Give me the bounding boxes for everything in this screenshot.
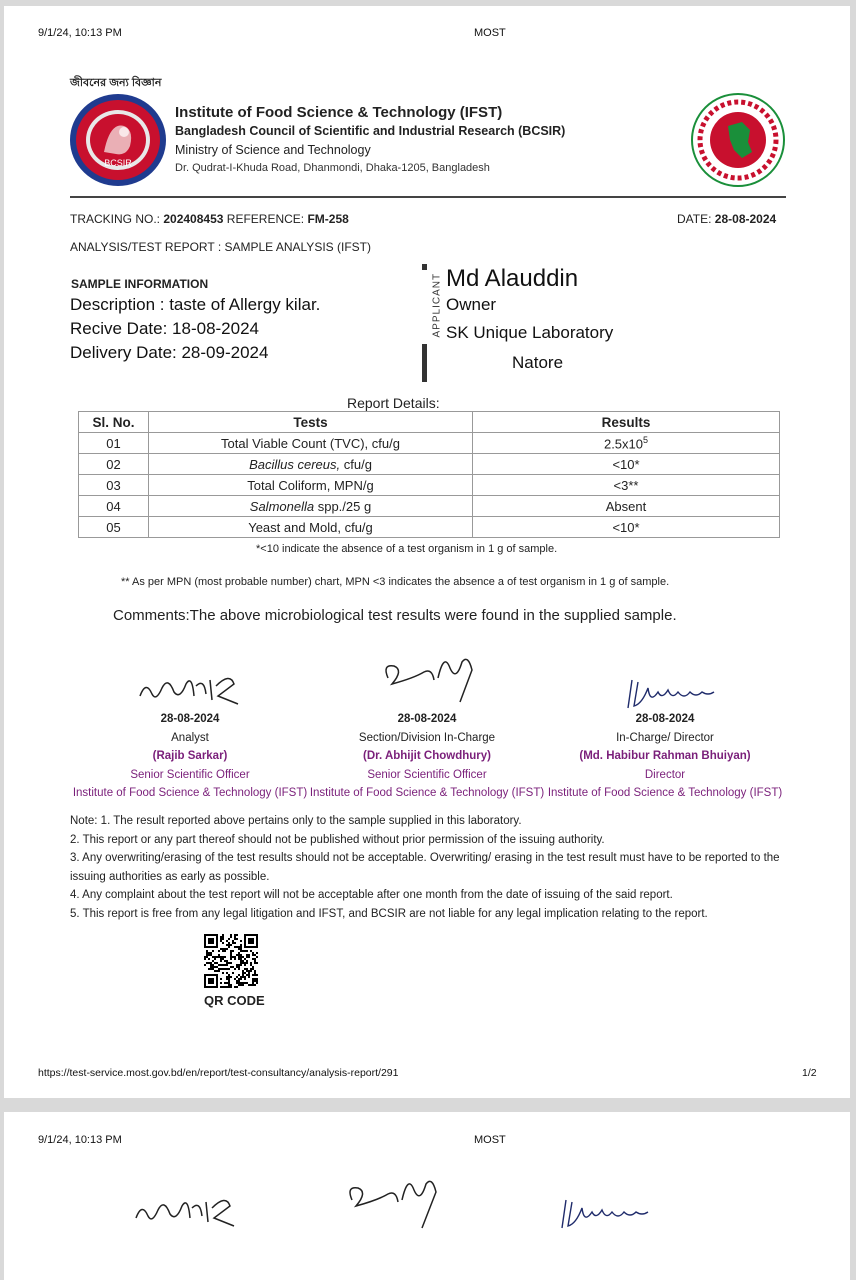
page-number: 1/2 <box>802 1067 817 1079</box>
sample-info-heading: SAMPLE INFORMATION <box>71 277 209 291</box>
print-site-title: MOST <box>474 27 506 39</box>
comments: Comments:The above microbiological test results were found in the supplied sample. <box>113 607 677 624</box>
applicant-organization: SK Unique Laboratory <box>446 323 614 342</box>
table-row <box>79 517 780 538</box>
print-datetime-page2: 9/1/24, 10:13 PM <box>38 1134 122 1146</box>
print-datetime: 9/1/24, 10:13 PM <box>38 27 122 39</box>
report-page-2 <box>4 1112 850 1280</box>
report-page-1 <box>4 6 850 1098</box>
logo-text: BCSIR <box>104 158 132 168</box>
council-name: Bangladesh Council of Scientific and Industrial Research (BCSIR) <box>175 124 566 138</box>
government-seal <box>690 92 786 188</box>
cell-test: Total Coliform, MPN/g <box>149 475 473 496</box>
table-header-row <box>79 412 780 433</box>
cell-result: $2.5x10^5$ <box>473 433 780 454</box>
bangla-motto: জীবনের জন্য বিজ্ঞান <box>70 77 162 89</box>
analyst-signature-page2 <box>130 1188 240 1232</box>
cell-result: <10* <box>473 454 780 475</box>
applicant-name: Md Alauddin <box>446 265 579 292</box>
table-row <box>79 433 780 454</box>
cell-sl: 02 <box>79 454 149 475</box>
note-item: 3. Any overwriting/erasing of the test results should not be acceptable. Overwriting/ erasing in the test result must have to be reported to the issuing authorities as early as possible. <box>70 852 780 883</box>
signatory-director: 28-08-2024 In-Charge/ Director (Md. Habibur Rahman Bhuiyan) Director Institute of Food Science & Technology (IFST) <box>547 713 783 799</box>
director-signature <box>618 674 718 710</box>
cell-sl: 01 <box>79 433 149 454</box>
results-table <box>78 411 780 538</box>
table-row <box>79 454 780 475</box>
cell-result: Absent <box>473 496 780 517</box>
division-incharge-signature-page2 <box>338 1170 448 1230</box>
cell-sl: 04 <box>79 496 149 517</box>
footnote-single-star: *<10 indicate the absence of a test organism in 1 g of sample. <box>256 543 558 555</box>
sample-receive-date: Recive Date: 18-08-2024 <box>70 319 260 338</box>
institute-name: Institute of Food Science & Technology (IFST) <box>175 104 503 121</box>
report-details-title: Report Details: <box>347 395 440 411</box>
applicant-role: Owner <box>446 295 497 314</box>
tracking-line: TRACKING NO.: 202408453 REFERENCE: FM-258 <box>70 212 349 226</box>
cell-result: <3** <box>473 475 780 496</box>
cell-result: <10* <box>473 517 780 538</box>
cell-test: Total Viable Count (TVC), cfu/g <box>149 433 473 454</box>
table-row <box>79 496 780 517</box>
division-incharge-signature <box>374 648 484 704</box>
cell-test: Bacillus cereus, cfu/g <box>149 454 473 475</box>
ministry-name: Ministry of Science and Technology <box>175 143 371 157</box>
col-header-results: Results <box>473 412 780 433</box>
note-item: 5. This report is free from any legal litigation and IFST, and BCSIR are not liable for any legal implication relating to the report. <box>70 907 708 920</box>
header-divider <box>70 196 786 198</box>
qr-code-icon[interactable] <box>204 934 258 988</box>
signatory-division-incharge: 28-08-2024 Section/Division In-Charge (Dr. Abhijit Chowdhury) Senior Scientific Officer Institute of Food Science & Technology (IFST) <box>309 713 545 799</box>
report-notes <box>70 812 790 923</box>
bcsir-logo <box>68 92 168 188</box>
print-site-title-page2: MOST <box>474 1134 506 1146</box>
col-header-tests: Tests <box>149 412 473 433</box>
signatory-analyst: 28-08-2024 Analyst (Rajib Sarkar) Senior Scientific Officer Institute of Food Science & Technology (IFST) <box>72 713 308 799</box>
col-header-sl: Sl. No. <box>79 412 149 433</box>
applicant-bar-bottom <box>422 344 427 382</box>
note-item: Note: 1. The result reported above pertains only to the sample supplied in this laboratory. <box>70 815 522 827</box>
director-signature-page2 <box>552 1194 652 1230</box>
cell-test: Yeast and Mold, cfu/g <box>149 517 473 538</box>
applicant-label: APPLICANT <box>431 272 443 338</box>
note-item: 2. This report or any part thereof should not be published without prior permission of the issuing authority. <box>70 833 605 846</box>
analyst-signature <box>134 666 244 710</box>
report-type: ANALYSIS/TEST REPORT : SAMPLE ANALYSIS (IFST) <box>70 240 371 254</box>
footnote-double-star: ** As per MPN (most probable number) chart, MPN <3 indicates the absence a of test organism in 1 g of sample. <box>121 576 670 588</box>
table-row <box>79 475 780 496</box>
cell-sl: 03 <box>79 475 149 496</box>
sample-description: Description : taste of Allergy kilar. <box>70 295 321 314</box>
tracking-number: 202408453 <box>163 212 224 226</box>
reference-number: FM-258 <box>307 212 349 226</box>
institute-address: Dr. Qudrat-I-Khuda Road, Dhanmondi, Dhaka-1205, Bangladesh <box>175 162 490 174</box>
sample-delivery-date: Delivery Date: 28-09-2024 <box>70 343 269 362</box>
cell-sl: 05 <box>79 517 149 538</box>
applicant-location: Natore <box>512 353 564 372</box>
report-date: DATE: 28-08-2024 <box>677 212 777 226</box>
page-url[interactable]: https://test-service.most.gov.bd/en/report/test-consultancy/analysis-report/291 <box>38 1067 399 1079</box>
qr-code-label: QR CODE <box>204 993 265 1008</box>
note-item: 4. Any complaint about the test report will not be acceptable after one month from the date of issuing of the said report. <box>70 889 673 901</box>
applicant-bar-top <box>422 264 427 270</box>
cell-test: Salmonella spp./25 g <box>149 496 473 517</box>
